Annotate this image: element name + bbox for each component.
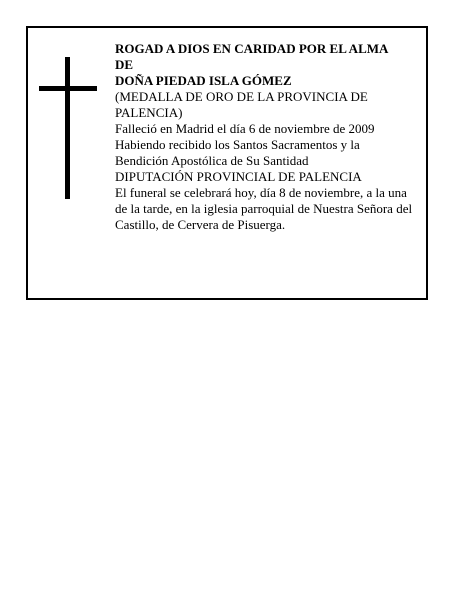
cross-horizontal-bar	[39, 86, 97, 91]
institution-name: DIPUTACIÓN PROVINCIAL DE PALENCIA	[115, 169, 362, 184]
obituary-notice	[26, 26, 428, 300]
notice-heading-line1: ROGAD A DIOS EN CARIDAD POR EL ALMA	[115, 41, 389, 56]
honor-text: (MEDALLA DE ORO DE LA PROVINCIA DE PALENCIA)	[115, 89, 368, 120]
notice-text	[115, 41, 415, 233]
death-info: Falleció en Madrid el día 6 de noviembre de 2009	[115, 121, 375, 136]
deceased-name: DOÑA PIEDAD ISLA GÓMEZ	[115, 73, 292, 88]
cross-vertical-bar	[65, 57, 70, 199]
sacraments-text: Habiendo recibido los Santos Sacramentos y la Bendición Apostólica de Su Santidad	[115, 137, 360, 168]
funeral-info: El funeral se celebrará hoy, día 8 de noviembre, a la una de la tarde, en la iglesia parroquial de Nuestra Señora del Castillo, de Cervera de Pisuerga.	[115, 185, 413, 232]
notice-heading-line2: DE	[115, 57, 134, 72]
